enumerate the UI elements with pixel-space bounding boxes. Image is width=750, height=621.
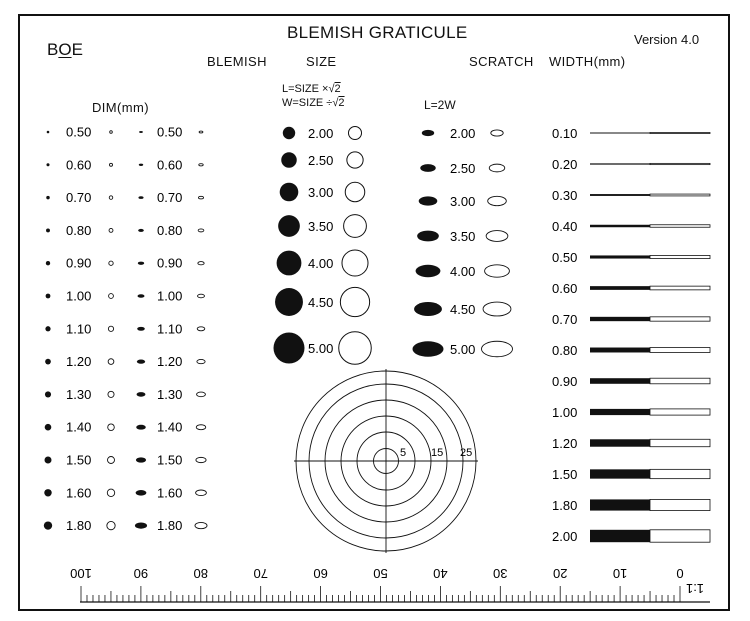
width-line-filled bbox=[590, 317, 650, 321]
width-line-outline bbox=[650, 286, 710, 290]
dim-dot-value: 1.00 bbox=[66, 288, 92, 304]
ruler-scale-note: 1:1 bbox=[685, 581, 705, 596]
ruler-label: 70 bbox=[253, 566, 268, 581]
blemish-circle-filled bbox=[278, 215, 300, 237]
width-line-filled bbox=[590, 255, 650, 258]
dim-dot-value: 0.60 bbox=[66, 157, 92, 173]
dim-dot-outline bbox=[107, 521, 115, 529]
dim-ellipse-filled bbox=[136, 457, 146, 462]
ruler-label: 10 bbox=[612, 566, 628, 581]
dim-dot-outline bbox=[108, 391, 114, 397]
dim-dot-value: 1.50 bbox=[66, 452, 92, 468]
width-value: 1.00 bbox=[552, 405, 578, 420]
width-value: 1.50 bbox=[552, 467, 578, 482]
dim-header: DIM(mm) bbox=[92, 100, 149, 115]
ruler-label: 0 bbox=[676, 566, 684, 581]
blemish-size-value: 3.00 bbox=[308, 185, 334, 200]
width-value: 2.00 bbox=[552, 529, 578, 544]
scratch-ellipse-filled bbox=[413, 341, 444, 357]
width-line-outline bbox=[650, 255, 710, 258]
width-value: 0.70 bbox=[552, 312, 578, 327]
ruler-label: 90 bbox=[133, 566, 149, 581]
dim-ellipse-outline bbox=[196, 490, 207, 496]
formula-width: W=SIZE ÷√2 bbox=[282, 97, 345, 109]
dim-ellipse-value: 1.60 bbox=[157, 485, 183, 501]
dim-ellipse-filled bbox=[137, 327, 145, 331]
dim-dot-filled bbox=[45, 391, 51, 397]
width-value: 1.20 bbox=[552, 436, 578, 451]
dim-ellipse-value: 0.60 bbox=[157, 157, 183, 173]
width-value: 0.90 bbox=[552, 374, 578, 389]
width-line-filled bbox=[590, 133, 650, 134]
dim-ellipse-value: 1.50 bbox=[157, 452, 183, 468]
dim-dot-outline bbox=[109, 196, 112, 199]
width-value: 0.30 bbox=[552, 188, 578, 203]
width-line-outline bbox=[650, 133, 710, 134]
dim-dot-filled bbox=[46, 163, 49, 166]
blemish-circle-filled bbox=[283, 127, 295, 139]
dim-dot-value: 0.50 bbox=[66, 124, 92, 140]
width-value: 0.40 bbox=[552, 219, 578, 234]
dim-dot-value: 0.80 bbox=[66, 222, 92, 238]
scratch-ellipse-outline bbox=[482, 341, 513, 357]
scratch-ellipse-outline bbox=[483, 302, 511, 316]
width-line-outline bbox=[650, 469, 710, 478]
width-line-filled bbox=[590, 348, 650, 353]
blemish-circle-filled bbox=[274, 333, 305, 364]
width-line-outline bbox=[650, 409, 710, 415]
width-value: 0.10 bbox=[552, 126, 578, 141]
dim-ellipse-filled bbox=[138, 294, 145, 298]
dim-ellipse-outline bbox=[197, 327, 205, 331]
dim-dot-filled bbox=[45, 326, 50, 331]
width-line-filled bbox=[590, 225, 650, 227]
dim-ellipse-filled bbox=[136, 490, 147, 496]
ruler-label: 20 bbox=[552, 566, 568, 581]
dim-dot-outline bbox=[107, 489, 114, 496]
dim-dot-value: 1.20 bbox=[66, 354, 92, 370]
dim-ellipse-value: 1.00 bbox=[157, 288, 183, 304]
blemish-circle-outline bbox=[342, 250, 368, 276]
dim-dot-value: 1.10 bbox=[66, 321, 92, 337]
width-line-outline bbox=[650, 439, 710, 446]
width-line-filled bbox=[590, 409, 650, 415]
width-line-outline bbox=[650, 194, 710, 196]
dim-ellipse-value: 1.80 bbox=[157, 518, 183, 534]
dim-ellipse-outline bbox=[198, 229, 204, 232]
dim-dot-filled bbox=[45, 424, 52, 431]
dim-dot-outline bbox=[108, 326, 113, 331]
scratch-size-value: 2.50 bbox=[450, 161, 476, 176]
dim-dot-value: 0.70 bbox=[66, 190, 92, 206]
width-value: 0.60 bbox=[552, 281, 578, 296]
dim-ellipse-outline bbox=[196, 425, 206, 430]
width-line-filled bbox=[590, 499, 650, 510]
dim-dot-value: 1.80 bbox=[66, 518, 92, 534]
blemish-size-value: 2.50 bbox=[308, 153, 334, 168]
width-line-filled bbox=[590, 378, 650, 384]
width-line-outline bbox=[650, 163, 710, 164]
dim-ellipse-outline bbox=[199, 164, 203, 166]
dim-ellipse-filled bbox=[139, 131, 143, 133]
dim-dot-outline bbox=[109, 163, 112, 166]
width-line-outline bbox=[650, 225, 710, 227]
blemish-size-value: 2.00 bbox=[308, 126, 334, 141]
blemish-size-value: 3.50 bbox=[308, 219, 334, 234]
dim-ellipse-filled bbox=[137, 392, 146, 397]
dim-ellipse-outline bbox=[196, 457, 206, 462]
blemish-circle-outline bbox=[348, 126, 361, 139]
blemish-circle-filled bbox=[280, 183, 299, 202]
width-line-outline bbox=[650, 348, 710, 353]
dim-ellipse-filled bbox=[137, 359, 145, 363]
dim-ellipse-value: 1.20 bbox=[157, 354, 183, 370]
dim-dot-outline bbox=[108, 424, 115, 431]
blemish-circle-filled bbox=[281, 152, 297, 168]
dim-ellipse-outline bbox=[197, 392, 206, 397]
blemish-circle-outline bbox=[345, 182, 365, 202]
dim-dot-value: 1.30 bbox=[66, 386, 92, 402]
dim-ellipse-filled bbox=[136, 425, 146, 430]
dim-dot-filled bbox=[46, 196, 49, 199]
scratch-size-value: 5.00 bbox=[450, 342, 476, 357]
dim-ellipse-value: 1.10 bbox=[157, 321, 183, 337]
dim-ellipse-outline bbox=[195, 522, 207, 528]
dim-ellipse-outline bbox=[197, 359, 205, 363]
width-line-outline bbox=[650, 499, 710, 510]
dim-dot-filled bbox=[46, 261, 50, 265]
dim-dot-filled bbox=[46, 228, 50, 232]
dim-ellipse-value: 1.30 bbox=[157, 386, 183, 402]
scratch-ellipse-outline bbox=[485, 265, 510, 277]
blemish-size-value: 5.00 bbox=[308, 341, 334, 356]
scratch-ellipse-filled bbox=[416, 265, 441, 277]
dim-dot-value: 1.60 bbox=[66, 485, 92, 501]
dim-dot-outline bbox=[108, 359, 114, 365]
dim-ellipse-filled bbox=[135, 522, 147, 528]
scratch-ellipse-outline bbox=[489, 164, 505, 172]
ruler-label: 50 bbox=[373, 566, 388, 581]
width-line-outline bbox=[650, 378, 710, 384]
scratch-ellipse-filled bbox=[422, 130, 434, 136]
dim-dot-filled bbox=[44, 489, 51, 496]
dim-ellipse-filled bbox=[138, 196, 143, 199]
dim-ellipse-value: 1.40 bbox=[157, 419, 183, 435]
page-title: BLEMISH GRATICULE bbox=[287, 23, 468, 42]
target-ring-label: 15 bbox=[431, 447, 444, 459]
dim-dot-outline bbox=[110, 131, 113, 134]
dim-ellipse-outline bbox=[198, 294, 205, 298]
ruler-label: 100 bbox=[70, 566, 92, 581]
blemish-header: BLEMISH bbox=[207, 54, 267, 69]
dim-ellipse-outline bbox=[198, 262, 204, 265]
scratch-ellipse-filled bbox=[414, 302, 442, 316]
width-line-filled bbox=[590, 530, 650, 542]
width-line-filled bbox=[590, 163, 650, 164]
dim-dot-value: 1.40 bbox=[66, 419, 92, 435]
scratch-ratio: L=2W bbox=[424, 98, 456, 112]
dim-dot-filled bbox=[47, 131, 50, 134]
blemish-circle-filled bbox=[277, 251, 302, 276]
blemish-circle-filled bbox=[275, 288, 303, 316]
dim-ellipse-filled bbox=[138, 229, 144, 232]
blemish-circle-outline bbox=[339, 332, 372, 365]
brand-logo: BOE bbox=[47, 40, 83, 59]
ruler-label: 80 bbox=[193, 566, 209, 581]
width-header: WIDTH(mm) bbox=[549, 54, 626, 69]
ruler-label: 60 bbox=[313, 566, 328, 581]
dim-dot-value: 0.90 bbox=[66, 255, 92, 271]
width-line-filled bbox=[590, 469, 650, 478]
blemish-size-value: 4.00 bbox=[308, 256, 334, 271]
width-line-filled bbox=[590, 439, 650, 446]
scratch-size-value: 4.00 bbox=[450, 264, 476, 279]
scratch-header: SCRATCH bbox=[469, 54, 534, 69]
blemish-circle-outline bbox=[340, 287, 369, 316]
target-ring-label: 25 bbox=[460, 447, 473, 459]
formula-length: L=SIZE ×√2 bbox=[282, 83, 341, 95]
width-value: 0.80 bbox=[552, 343, 578, 358]
scratch-ellipse-filled bbox=[419, 196, 438, 205]
width-value: 1.80 bbox=[552, 498, 578, 513]
version-label: Version 4.0 bbox=[634, 32, 700, 47]
dim-ellipse-outline bbox=[199, 131, 203, 133]
dim-dot-outline bbox=[108, 457, 115, 464]
scratch-ellipse-outline bbox=[491, 130, 503, 136]
dim-ellipse-value: 0.50 bbox=[157, 124, 183, 140]
ruler-label: 40 bbox=[433, 566, 448, 581]
width-line-outline bbox=[650, 317, 710, 321]
scratch-size-value: 4.50 bbox=[450, 302, 476, 317]
scratch-ellipse-filled bbox=[417, 231, 439, 242]
dim-ellipse-value: 0.70 bbox=[157, 190, 183, 206]
scratch-ellipse-outline bbox=[486, 231, 508, 242]
width-value: 0.50 bbox=[552, 250, 578, 265]
dim-dot-filled bbox=[44, 521, 52, 529]
dim-dot-filled bbox=[45, 359, 51, 365]
scratch-ellipse-filled bbox=[420, 164, 436, 172]
dim-ellipse-value: 0.90 bbox=[157, 255, 183, 271]
width-line-outline bbox=[650, 530, 710, 542]
width-line-filled bbox=[590, 286, 650, 290]
dim-dot-filled bbox=[46, 294, 51, 299]
scratch-size-value: 3.00 bbox=[450, 194, 476, 209]
ruler-label: 30 bbox=[493, 566, 508, 581]
dim-ellipse-value: 0.80 bbox=[157, 222, 183, 238]
dim-ellipse-outline bbox=[198, 196, 203, 199]
size-header: SIZE bbox=[306, 54, 337, 69]
scratch-size-value: 3.50 bbox=[450, 229, 476, 244]
dim-dot-outline bbox=[109, 294, 114, 299]
dim-ellipse-filled bbox=[138, 262, 144, 265]
dim-dot-outline bbox=[109, 228, 113, 232]
dim-dot-outline bbox=[109, 261, 113, 265]
scratch-size-value: 2.00 bbox=[450, 126, 476, 141]
width-value: 0.20 bbox=[552, 157, 578, 172]
width-line-filled bbox=[590, 194, 650, 196]
blemish-size-value: 4.50 bbox=[308, 295, 334, 310]
scratch-ellipse-outline bbox=[488, 196, 507, 205]
blemish-circle-outline bbox=[344, 215, 367, 238]
dim-dot-filled bbox=[45, 457, 52, 464]
blemish-circle-outline bbox=[347, 152, 363, 168]
target-ring-label: 5 bbox=[400, 447, 407, 459]
dim-ellipse-filled bbox=[139, 164, 143, 166]
